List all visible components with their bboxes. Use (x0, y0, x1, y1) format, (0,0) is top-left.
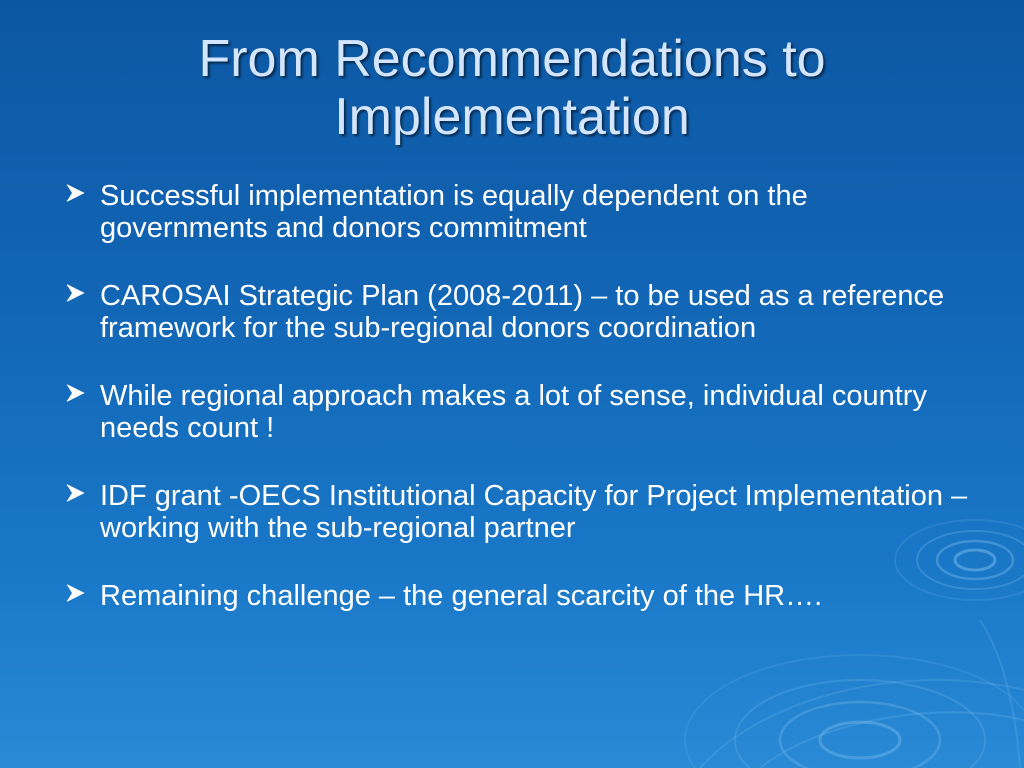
arrowhead-bullet-icon (64, 382, 86, 404)
bullet-list (60, 180, 970, 648)
arrowhead-bullet-icon (64, 482, 86, 504)
arrowhead-bullet-icon (64, 582, 86, 604)
arrowhead-bullet-icon (64, 182, 86, 204)
bullet-text: IDF grant -OECS Institutional Capacity for Project Implementation – working with the sub-regional partner (100, 480, 968, 544)
bullet-text: CAROSAI Strategic Plan (2008-2011) – to be used as a reference framework for the sub-regional donors coordination (100, 280, 945, 344)
bullet-item (60, 180, 970, 244)
bullet-text: While regional approach makes a lot of sense, individual country needs count ! (100, 380, 927, 444)
bullet-item (60, 380, 970, 444)
bullet-item (60, 480, 970, 544)
bullet-item (60, 280, 970, 344)
slide-title: From Recommendations to Implementation (198, 30, 826, 146)
bullet-text: Remaining challenge – the general scarcity of the HR…. (100, 580, 823, 612)
bullet-text: Successful implementation is equally dependent on the governments and donors commitment (100, 180, 808, 244)
arrowhead-bullet-icon (64, 282, 86, 304)
bullet-item (60, 580, 970, 612)
